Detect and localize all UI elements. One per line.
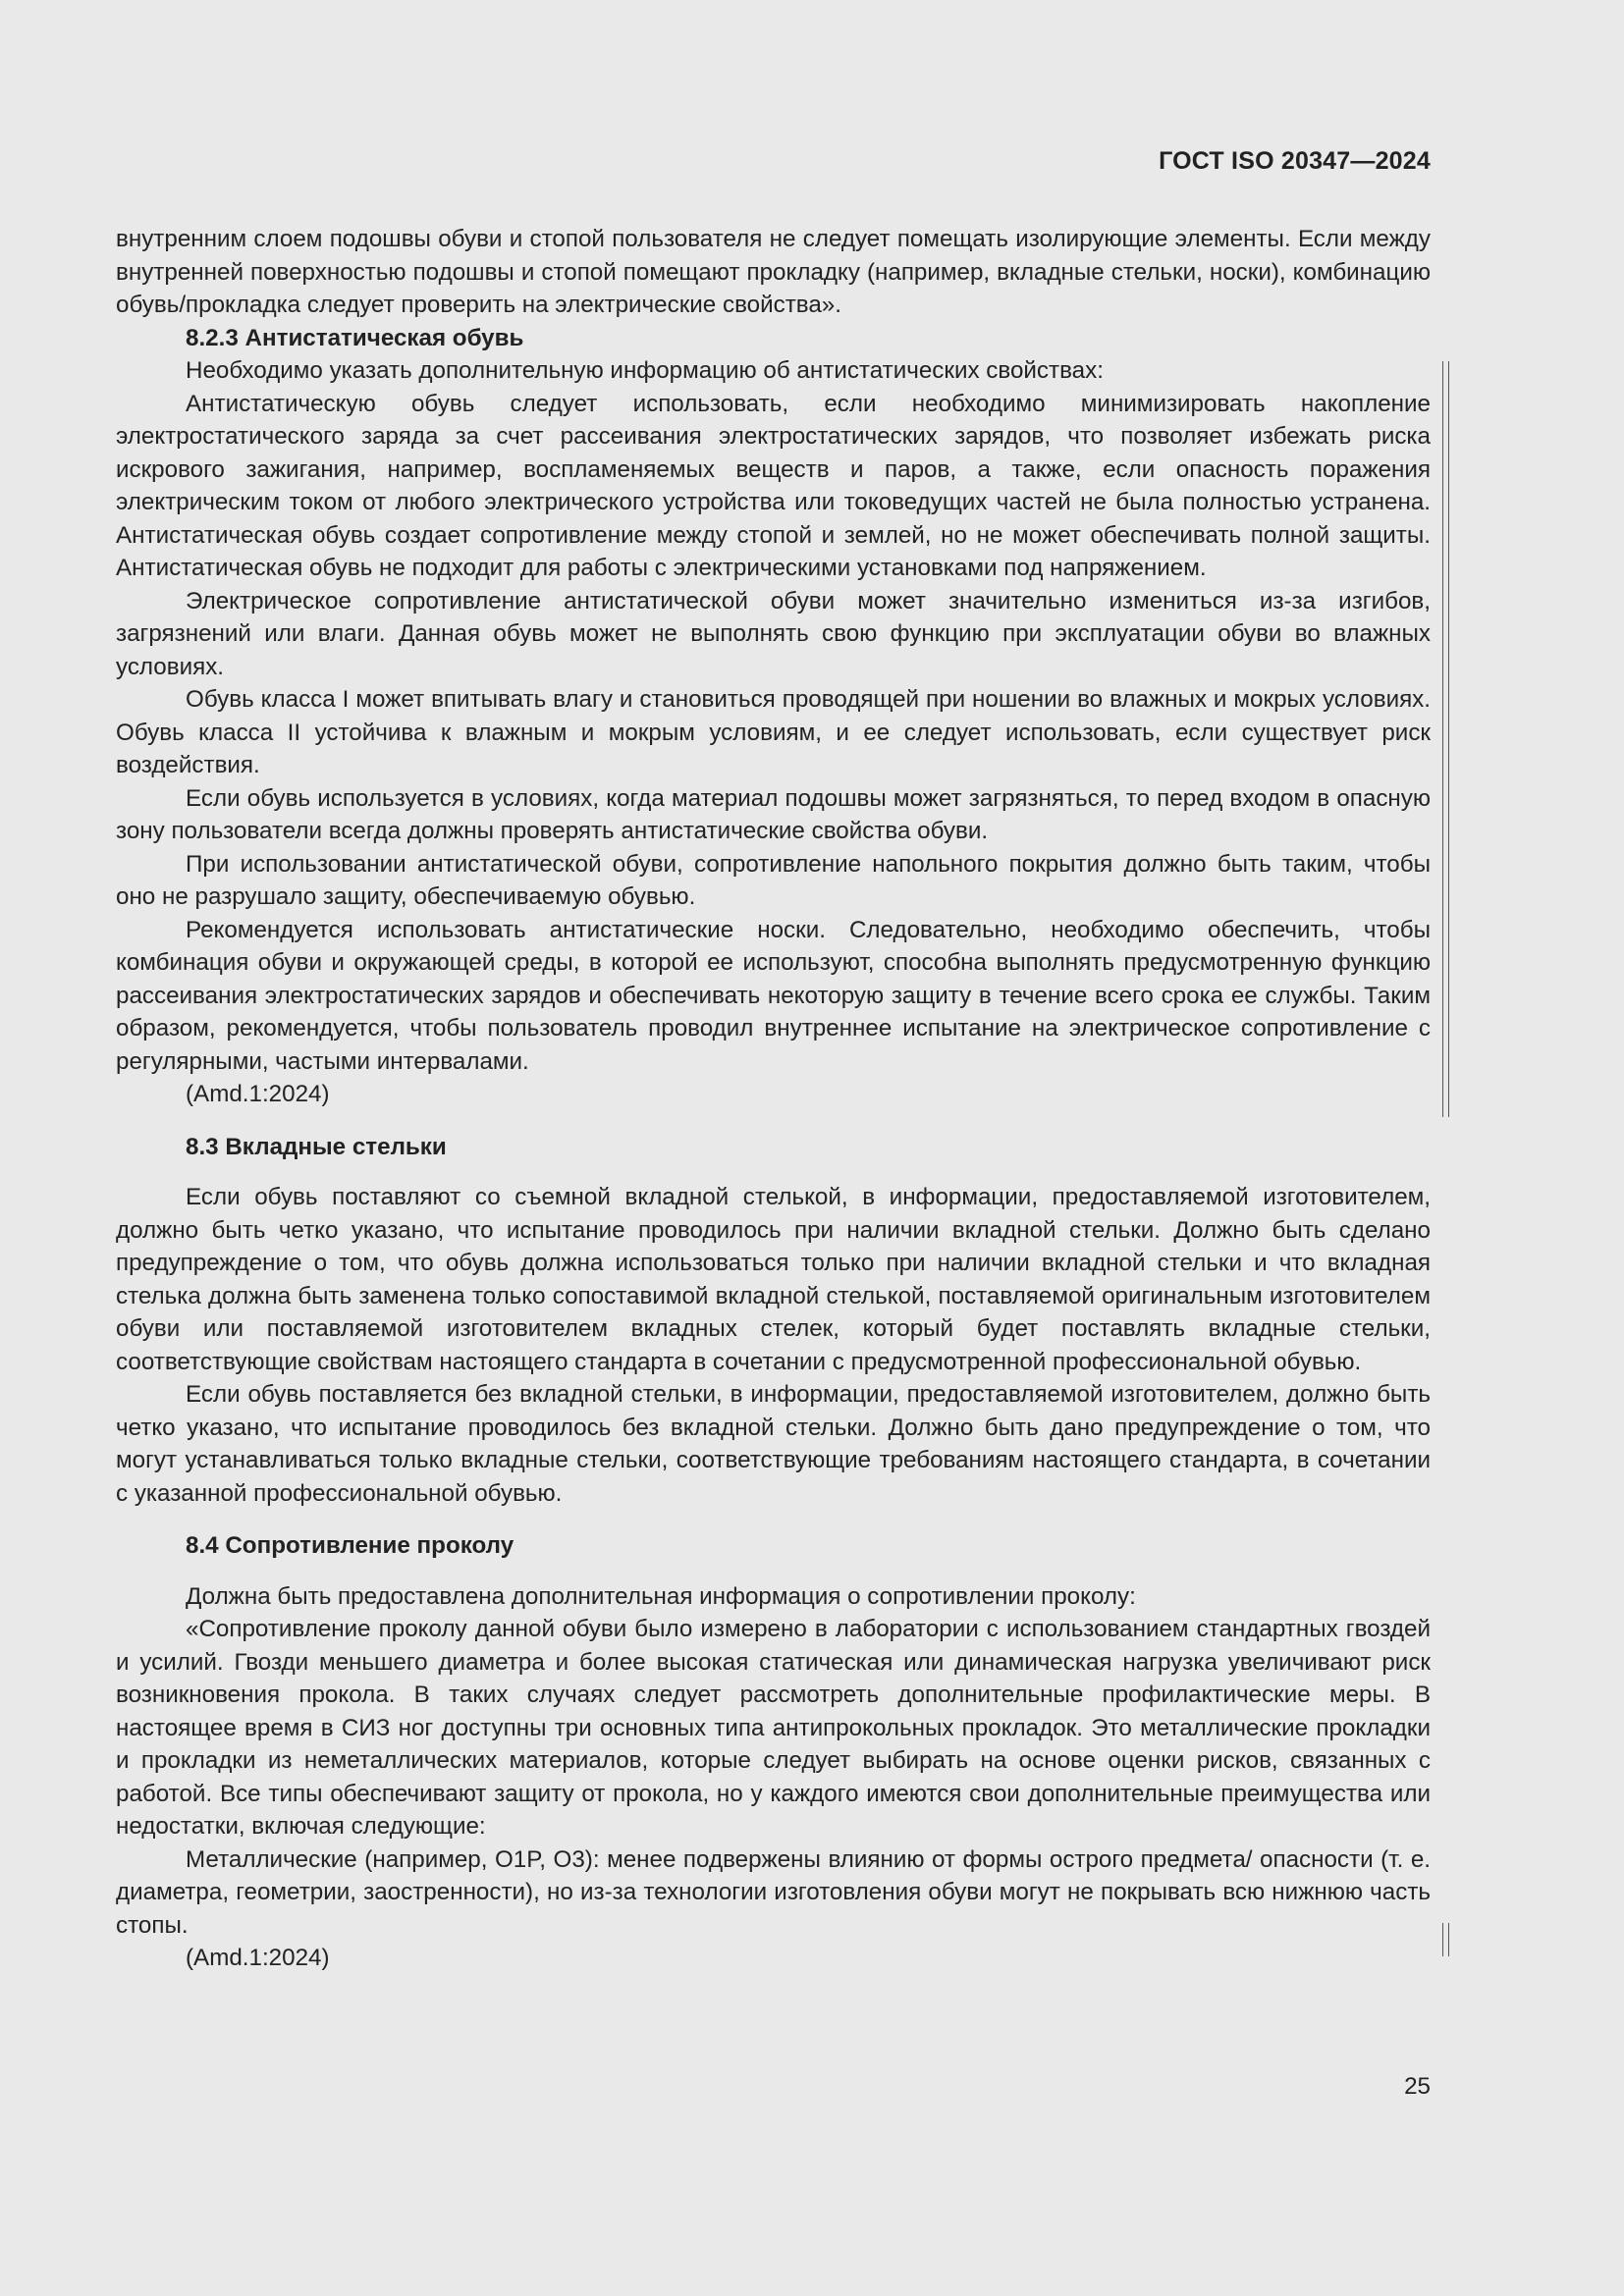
amendment-note: (Amd.1:2024)	[186, 1945, 330, 1971]
section-heading-8-2-3: 8.2.3 Антистатическая обувь	[186, 324, 524, 351]
paragraph: Металлические (например, O1P, O3): менее подвержены влиянию от формы острого предмета/ опасности (т. е. диаметра, геометрии, заостренности), но из-за технологии изготовления обуви могут не покрывать всю нижнюю часть стопы.	[116, 1845, 1431, 1939]
paragraph: Если обувь поставляется без вкладной стельки, в информации, предоставляемой изготовителем, должно быть четко указано, что испытание проводилось без вкладной стельки. Должно быть дано предупреждение о том, что могут устанавливаться только вкладные стельки, соответствующие требованиям настоящего стандарта, в сочетании с указанной профессиональной обувью.	[116, 1381, 1431, 1507]
change-bar	[1442, 1923, 1449, 1956]
section-heading-8-4: 8.4 Сопротивление проколу	[186, 1532, 514, 1559]
change-bar	[1442, 361, 1449, 1117]
paragraph: Если обувь используется в условиях, когда материал подошвы может загрязняться, то перед входом в опасную зону пользователи всегда должны проверять антистатические свойства обуви.	[116, 784, 1431, 844]
paragraph: Рекомендуется использовать антистатические носки. Следовательно, необходимо обеспечить, чтобы комбинация обуви и окружающей среды, в которой ее используют, способна выполнять предусмотренную функцию рассеивания электростатических зарядов и обеспечивать некоторую защиту в течение всего срока ее службы. Таким образом, рекомендуется, чтобы пользователь проводил внутреннее испытание на электрическое сопротивление с регулярными, частыми интервалами.	[116, 916, 1431, 1075]
paragraph: Если обувь поставляют со съемной вкладной стелькой, в информации, предоставляемой изготовителем, должно быть четко указано, что испытание проводилось при наличии вкладной стельки. Должно быть сделано предупреждение о том, что обувь должна использоваться только при наличии вкладной стельки и что вкладная стелька должна быть заменена только сопоставимой вкладной стелькой, поставляемой оригинальным изготовителем обуви или поставляемой изготовителем вкладных стелек, который будет поставлять вкладные стельки, соответствующие свойствам настоящего стандарта в сочетании с предусмотренной профессиональной обувью.	[116, 1184, 1431, 1375]
page-number: 25	[1404, 2073, 1431, 2100]
document-body	[116, 223, 1431, 1975]
paragraph: Антистатическую обувь следует использовать, если необходимо минимизировать накопление электростатического заряда за счет рассеивания электростатических зарядов, что позволяет избежать риска искрового зажигания, например, воспламеняемых веществ и паров, а также, если опасность поражения электрическим током от любого электрического устройства или токоведущих частей не была полностью устранена. Антистатическая обувь создает сопротивление между стопой и землей, но не может обеспечивать полной защиты. Антистатическая обувь не подходит для работы с электрическими установками под напряжением.	[116, 390, 1431, 581]
section-heading-8-3: 8.3 Вкладные стельки	[186, 1133, 447, 1160]
paragraph: Обувь класса I может впитывать влагу и становиться проводящей при ношении во влажных и мокрых условиях. Обувь класса II устойчива к влажным и мокрым условиям, и ее следует использовать, если существует риск воздействия.	[116, 686, 1431, 778]
paragraph: Электрическое сопротивление антистатической обуви может значительно измениться из-за изгибов, загрязнений или влаги. Данная обувь может не выполнять свою функцию при эксплуатации обуви во влажных условиях.	[116, 587, 1431, 680]
paragraph: Должна быть предоставлена дополнительная информация о сопротивлении проколу:	[186, 1582, 1136, 1610]
paragraph: При использовании антистатической обуви, сопротивление напольного покрытия должно быть таким, чтобы оно не разрушало защиту, обеспечиваемую обувью.	[116, 850, 1431, 910]
document-header: ГОСТ ISO 20347—2024	[1159, 147, 1431, 175]
paragraph: внутренним слоем подошвы обуви и стопой пользователя не следует помещать изолирующие элементы. Если между внутренней поверхностью подошвы и стопой помещают прокладку (например, вкладные стельки, носки), комбинацию обувь/прокладка следует проверить на электрические свойства».	[116, 226, 1431, 318]
paragraph: «Сопротивление проколу данной обуви было измерено в лаборатории с использованием стандартных гвоздей и усилий. Гвозди меньшего диаметра и более высокая статическая или динамическая нагрузка увеличивают риск возникновения прокола. В таких случаях следует рассмотреть дополнительные профилактические меры. В настоящее время в СИЗ ног доступны три основных типа антипрокольных прокладок. Это металлические прокладки и прокладки из неметаллических материалов, которые следует выбирать на основе оценки рисков, связанных с работой. Все типы обеспечивают защиту от прокола, но у каждого имеются свои дополнительные преимущества или недостатки, включая следующие:	[116, 1616, 1431, 1840]
paragraph: Необходимо указать дополнительную информацию об антистатических свойствах:	[186, 357, 1104, 384]
amendment-note: (Amd.1:2024)	[186, 1081, 330, 1107]
